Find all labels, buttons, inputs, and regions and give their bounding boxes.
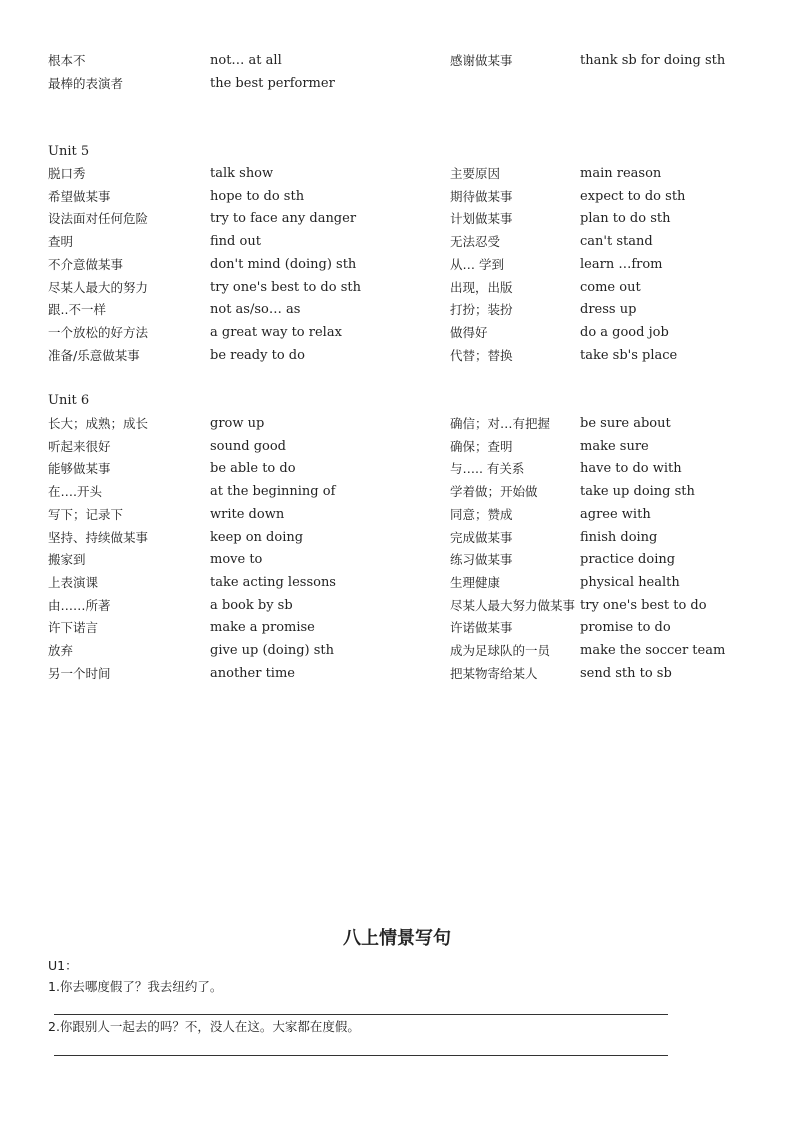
term-en: be ready to do (210, 347, 305, 363)
term-en: hope to do sth (210, 188, 305, 204)
term-en-right: agree with (580, 506, 651, 522)
term-cn-right: 从… 学到 (450, 256, 504, 272)
term-en: be able to do (210, 461, 296, 477)
term-cn-right: 与….. 有关系 (450, 461, 525, 477)
term-en: give up (doing) sth (210, 643, 335, 658)
term-cn: 听起来很好 (48, 438, 111, 454)
term-cn: 查明 (48, 234, 74, 250)
term-cn-right: 尽某人最大努力做某事 (450, 597, 576, 613)
answer-line-2 (54, 1055, 668, 1056)
term-en: another time (210, 665, 295, 681)
term-cn-right: 感谢做某事 (450, 53, 513, 68)
term-en: move to (210, 552, 263, 568)
term-en: not… at all (210, 53, 282, 68)
term-en: find out (210, 234, 261, 250)
term-en: the best performer (210, 75, 335, 91)
term-en-right: physical health (580, 574, 680, 590)
term-cn-right: 计划做某事 (450, 211, 513, 227)
term-cn-right: 期待做某事 (450, 188, 513, 204)
term-cn: 尽某人最大的努力 (48, 279, 149, 295)
term-cn-right: 主要原因 (450, 166, 501, 181)
term-cn: 不介意做某事 (48, 256, 124, 272)
term-en-right: do a good job (580, 324, 669, 340)
term-cn-right: 完成做某事 (450, 529, 513, 545)
term-en-right: expect to do sth (580, 188, 686, 204)
term-cn: 搬家到 (48, 552, 86, 568)
term-cn-right: 许诺做某事 (450, 620, 513, 636)
term-en-right: make sure (580, 438, 649, 454)
term-en: at the beginning of (210, 484, 336, 500)
unit6-heading: Unit 6 (48, 393, 90, 408)
term-en: grow up (210, 416, 265, 431)
term-en: keep on doing (210, 529, 304, 545)
term-cn: 根本不 (48, 53, 86, 68)
term-en: not as/so… as (210, 302, 301, 318)
term-en: write down (210, 506, 285, 522)
term-en: try one's best to do sth (210, 279, 361, 295)
unit5-heading: Unit 5 (48, 144, 90, 159)
term-en-right: learn …from (580, 256, 663, 272)
term-cn-right: 确保；查明 (450, 438, 513, 454)
term-en: take acting lessons (210, 574, 336, 590)
term-cn: 准备/乐意做某事 (48, 347, 140, 363)
answer-line-1 (54, 1014, 668, 1015)
term-cn-right: 确信；对…有把握 (450, 416, 551, 431)
term-en: a book by sb (210, 597, 293, 613)
term-cn: 跟..不一样 (48, 302, 106, 318)
term-en-right: thank sb for doing sth (580, 53, 726, 68)
term-cn-right: 出现，出版 (450, 279, 513, 295)
term-en-right: can't stand (580, 234, 653, 250)
term-cn: 另一个时间 (48, 665, 111, 681)
term-en-right: be sure about (580, 416, 671, 431)
term-cn-right: 无法忍受 (450, 234, 501, 250)
term-cn-right: 成为足球队的一员 (450, 643, 551, 658)
unit-label: U1： (48, 958, 78, 973)
term-en-right: have to do with (580, 461, 682, 477)
term-en-right: promise to do (580, 620, 671, 636)
term-en: try to face any danger (210, 211, 357, 227)
term-en-right: finish doing (580, 529, 658, 545)
term-en-right: practice doing (580, 552, 676, 568)
term-cn-right: 打扮；装扮 (450, 302, 513, 318)
term-en-right: try one's best to do (580, 597, 707, 613)
term-en: don't mind (doing) sth (210, 256, 357, 272)
term-en: sound good (210, 438, 286, 454)
term-cn-right: 代替；替换 (450, 347, 513, 363)
term-cn-right: 做得好 (450, 324, 488, 340)
term-en-right: make the soccer team (580, 643, 726, 658)
term-cn-right: 把某物寄给某人 (450, 665, 538, 681)
term-cn-right: 生理健康 (450, 574, 501, 590)
term-cn: 放弃 (48, 643, 74, 658)
term-en: talk show (210, 166, 274, 181)
term-cn: 许下诺言 (48, 620, 99, 636)
term-en-right: take sb's place (580, 347, 678, 363)
term-cn: 写下；记录下 (48, 506, 124, 522)
term-cn-right: 学着做；开始做 (450, 484, 538, 500)
term-cn: 能够做某事 (48, 461, 111, 477)
term-cn: 一个放松的好方法 (48, 324, 149, 340)
question-1: 1.你去哪度假了？我去纽约了。 (48, 979, 223, 994)
term-en-right: main reason (580, 166, 662, 181)
term-en: make a promise (210, 620, 315, 636)
term-cn-right: 练习做某事 (450, 552, 513, 568)
term-en-right: come out (580, 279, 641, 295)
term-cn-right: 同意；赞成 (450, 506, 513, 522)
term-cn: 脱口秀 (48, 166, 86, 181)
term-cn: 最棒的表演者 (48, 75, 124, 91)
term-cn: 上表演课 (48, 574, 99, 590)
term-en-right: send sth to sb (580, 665, 672, 681)
term-cn: 在….开头 (48, 484, 102, 500)
term-en: a great way to relax (210, 324, 342, 340)
section-title: 八上情景写句 (343, 928, 451, 949)
question-2: 2.你跟别人一起去的吗？不，没人在这。大家都在度假。 (48, 1019, 360, 1034)
term-cn: 希望做某事 (48, 188, 111, 204)
term-cn: 由……所著 (48, 597, 111, 613)
term-cn: 坚持、持续做某事 (48, 529, 149, 545)
term-en-right: take up doing sth (580, 484, 695, 500)
term-en-right: plan to do sth (580, 211, 671, 227)
term-cn: 长大；成熟；成长 (48, 416, 149, 431)
term-en-right: dress up (580, 302, 637, 318)
term-cn: 设法面对任何危险 (48, 211, 149, 227)
